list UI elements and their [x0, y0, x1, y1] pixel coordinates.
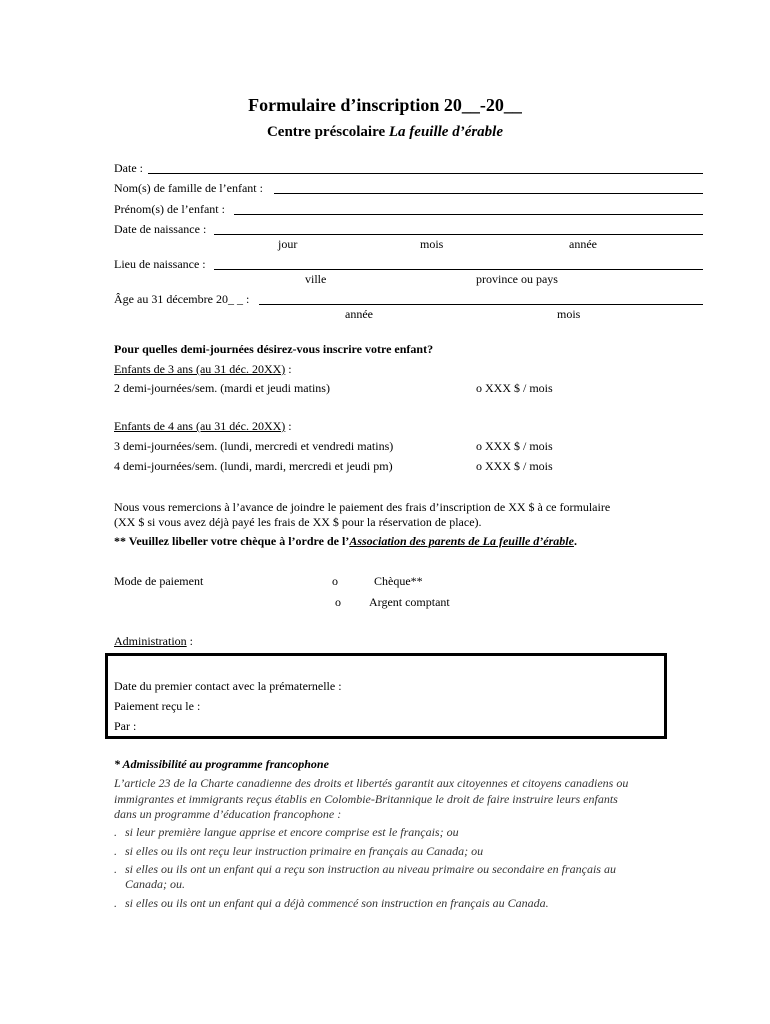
form-subtitle	[0, 124, 770, 141]
first-contact-label: Date du premier contact avec la prématernelle :	[114, 679, 342, 693]
cheque-option-label: Chèque**	[374, 574, 423, 588]
eligibility-heading: * Admissibilité au programme francophone	[114, 757, 329, 771]
eligibility-bullet: .	[114, 896, 117, 910]
birth-place-label: Lieu de naissance :	[114, 257, 206, 271]
group3-heading-suffix: :	[285, 362, 292, 376]
eligibility-item-1: si leur première langue apprise et encore comprise est le français; ou	[125, 825, 459, 839]
birth-date-year-caption: année	[569, 237, 597, 251]
age-month-caption: mois	[557, 307, 581, 321]
date-label: Date :	[114, 161, 143, 175]
administration-heading-suffix: :	[186, 634, 194, 648]
family-name-label: Nom(s) de famille de l’enfant :	[114, 181, 263, 195]
first-name-label: Prénom(s) de l’enfant :	[114, 202, 225, 216]
payment-note-line-1: Nous vous remercions à l’avance de joindre le paiement des frais d’inscription de XX $ à ce formulaire	[114, 500, 611, 514]
administration-box	[105, 653, 667, 739]
group4-heading	[114, 419, 292, 433]
family-name-field[interactable]	[274, 193, 703, 194]
eligibility-paragraph-line-3: dans un programme d’éducation francophone :	[114, 807, 342, 821]
group4-option-1-price-checkbox[interactable]: o XXX $ / mois	[476, 439, 553, 453]
payment-method-label: Mode de paiement	[114, 574, 204, 588]
group4-option-2-price-checkbox[interactable]: o XXX $ / mois	[476, 459, 553, 473]
cash-checkbox[interactable]: o	[335, 595, 341, 609]
birth-date-field[interactable]	[214, 234, 703, 235]
payment-note-line-2: (XX $ si vous avez déjà payé les frais de XX $ pour la réservation de place).	[114, 515, 482, 529]
subtitle-center-name: La feuille d’érable	[388, 124, 504, 140]
group4-option-2-label: 4 demi-journées/sem. (lundi, mardi, mercredi et jeudi pm)	[114, 459, 393, 473]
payment-note-line-3	[114, 534, 577, 548]
administration-heading	[114, 634, 193, 648]
form-title: Formulaire d’inscription 20__-20__	[248, 95, 522, 115]
sessions-question: Pour quelles demi-journées désirez-vous inscrire votre enfant?	[114, 342, 434, 356]
group4-option-1-label: 3 demi-journées/sem. (lundi, mercredi et vendredi matins)	[114, 439, 394, 453]
birth-date-day-caption: jour	[278, 237, 298, 251]
payment-received-label: Paiement reçu le :	[114, 699, 201, 713]
group4-heading-text: Enfants de 4 ans (au 31 déc. 20XX)	[114, 419, 286, 433]
eligibility-paragraph-line-2: immigrantes et immigrants reçus établis en Colombie-Britannique le droit de faire instruire leurs enfants	[114, 792, 618, 806]
cash-option-label: Argent comptant	[369, 595, 450, 609]
eligibility-item-4: si elles ou ils ont un enfant qui a déjà commencé son instruction en français au Canada.	[125, 896, 549, 910]
eligibility-bullet: .	[114, 844, 117, 858]
payment-note-association: Association des parents de La feuille d’érable	[349, 534, 574, 548]
eligibility-item-3-continued: Canada; ou.	[125, 877, 185, 891]
birth-place-field[interactable]	[214, 269, 703, 270]
age-field[interactable]	[259, 304, 703, 305]
group3-heading	[114, 362, 292, 376]
eligibility-paragraph-line-1: L’article 23 de la Charte canadienne des droits et libertés garantit aux citoyennes et citoyens canadiens ou	[114, 776, 629, 790]
group3-heading-text: Enfants de 3 ans (au 31 déc. 20XX)	[114, 362, 286, 376]
eligibility-item-2: si elles ou ils ont reçu leur instruction primaire en français au Canada; ou	[125, 844, 484, 858]
birth-place-city-caption: ville	[305, 272, 327, 286]
payment-note-prefix: ** Veuillez libeller votre chèque à l’ordre de l’	[114, 534, 350, 548]
subtitle-prefix: Centre préscolaire	[266, 124, 389, 140]
eligibility-bullet: .	[114, 862, 117, 876]
first-name-field[interactable]	[234, 214, 703, 215]
date-field[interactable]	[148, 173, 703, 174]
birth-date-label: Date de naissance :	[114, 222, 207, 236]
eligibility-item-3: si elles ou ils ont un enfant qui a reçu son instruction au niveau primaire ou secondaire en français au	[125, 862, 616, 876]
payment-note-suffix: .	[573, 534, 577, 548]
group3-option-price-checkbox[interactable]: o XXX $ / mois	[476, 381, 553, 395]
eligibility-bullet: .	[114, 825, 117, 839]
birth-date-month-caption: mois	[420, 237, 444, 251]
age-label: Âge au 31 décembre 20_ _ :	[114, 292, 250, 306]
received-by-label: Par :	[114, 719, 137, 733]
birth-place-province-caption: province ou pays	[476, 272, 558, 286]
administration-heading-text: Administration	[114, 634, 187, 648]
cheque-checkbox[interactable]: o	[332, 574, 338, 588]
age-year-caption: année	[345, 307, 373, 321]
group4-heading-suffix: :	[285, 419, 292, 433]
group3-option-label: 2 demi-journées/sem. (mardi et jeudi matins)	[114, 381, 330, 395]
